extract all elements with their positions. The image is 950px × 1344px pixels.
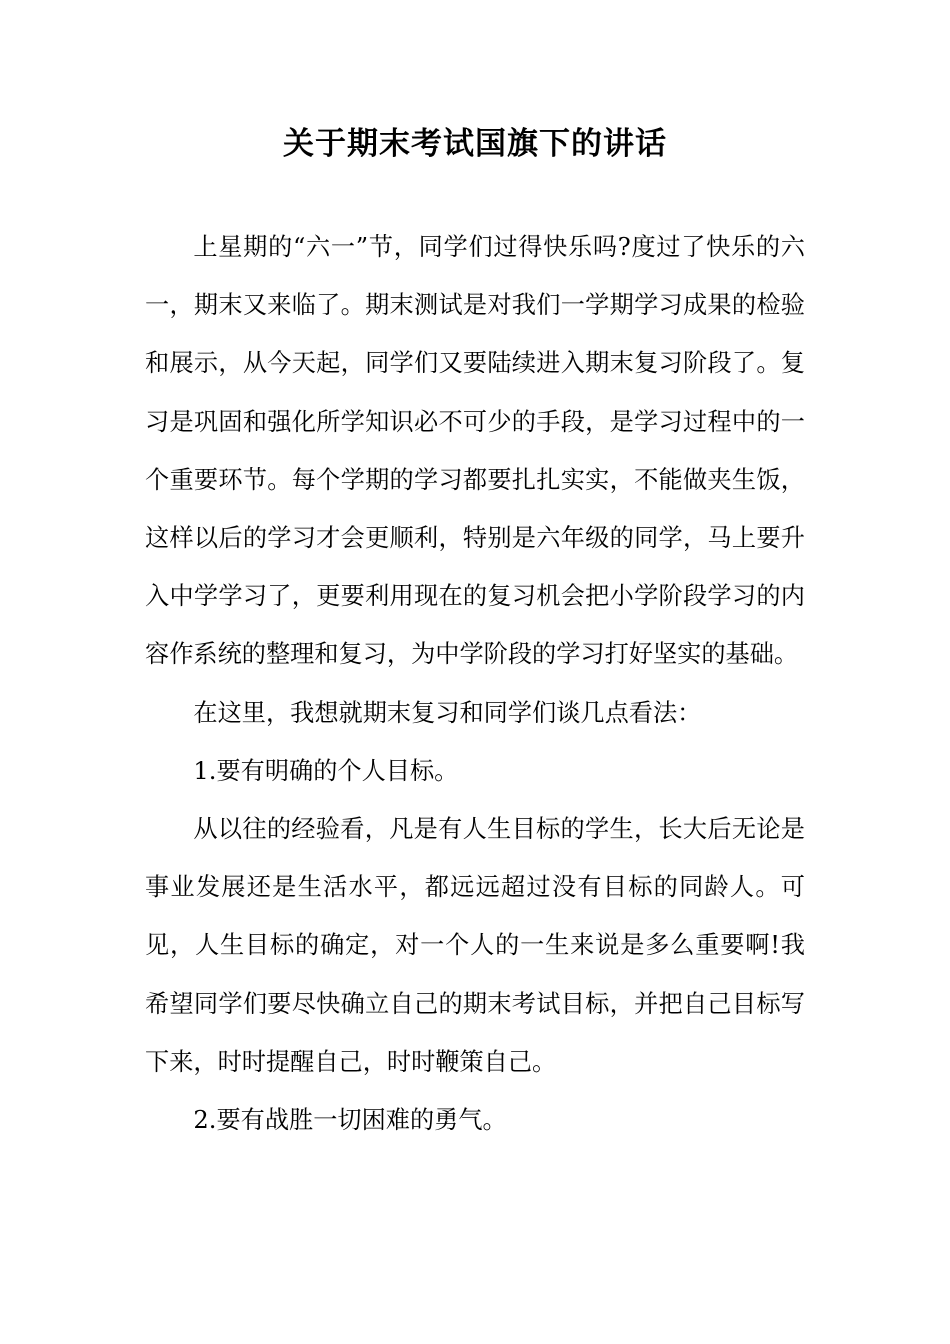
paragraph-point-1: 从以往的经验看，凡是有人生目标的学生，长大后无论是事业发展还是生活水平，都远远超过没有目标的同龄人。可见，人生目标的确定，对一个人的一生来说是多么重要啊!我希望同学们要尽快确立自己的期末考试目标，并把自己目标写下来，时时提醒自己，时时鞭策自己。 [145,815,805,1076]
paragraph-lead-in: 在这里，我想就期末复习和同学们谈几点看法： [193,698,702,727]
page-title: 关于期末考试国旗下的讲话 [283,126,667,162]
heading-point-2: 2.要有战胜一切困难的勇气。 [193,1106,507,1135]
heading-point-1: 1.要有明确的个人目标。 [193,756,459,785]
document-body [145,218,805,1149]
paragraph-intro: 上星期的“六一”节，同学们过得快乐吗?度过了快乐的六一，期末又来临了。期末测试是对我们一学期学习成果的检验和展示，从今天起，同学们又要陆续进入期末复习阶段了。复习是巩固和强化所学知识必不可少的手段，是学习过程中的一个重要环节。每个学期的学习都要扎扎实实，不能做夹生饭，这样以后的学习才会更顺利，特别是六年级的同学，马上要升入中学学习了，更要利用现在的复习机会把小学阶段学习的内容作系统的整理和复习，为中学阶段的学习打好坚实的基础。 [145,233,805,669]
